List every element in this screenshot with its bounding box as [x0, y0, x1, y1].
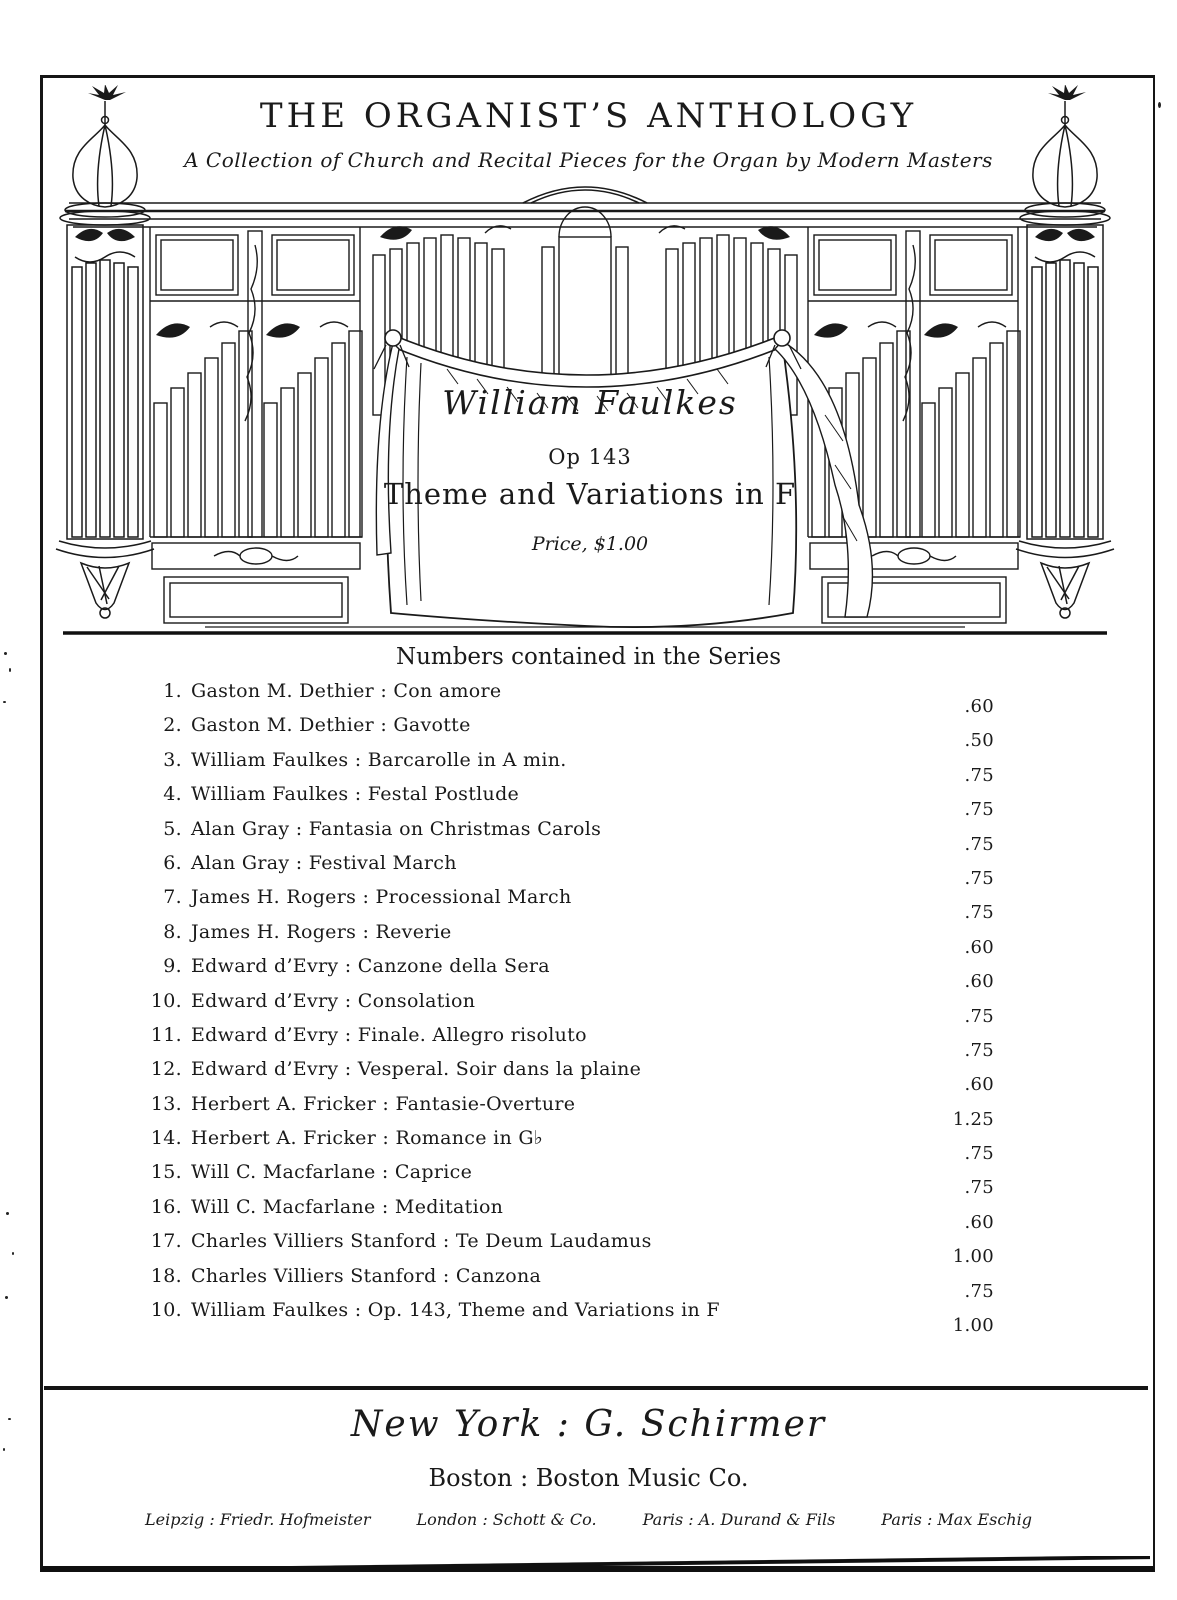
series-item-row [146, 1230, 994, 1268]
series-item-number: 9. [163, 955, 182, 978]
publisher-agent: Paris : Max Eschig [881, 1510, 1032, 1529]
series-item-label: Will C. Macfarlane : Meditation [191, 1195, 504, 1218]
organ-pipe-section-left [150, 227, 362, 623]
series-item-number: 12. [150, 1058, 182, 1081]
organ-tower-right [1016, 85, 1114, 618]
series-item-number: 18. [150, 1264, 182, 1287]
series-item-row [146, 955, 994, 993]
series-item-number: 4. [163, 783, 182, 806]
series-item-price: .60 [964, 696, 994, 717]
series-item-label: William Faulkes : Festal Postlude [191, 783, 520, 806]
series-item-number: 10. [150, 989, 182, 1012]
scan-speck [3, 1448, 5, 1451]
series-item-label: Herbert A. Fricker : Romance in G♭ [191, 1127, 544, 1150]
series-item-row [146, 748, 994, 786]
series-item-number: 3. [163, 748, 182, 771]
series-item-price: .75 [964, 799, 994, 821]
series-item-label: Gaston M. Dethier : Con amore [191, 680, 502, 702]
series-item-label: Alan Gray : Festival March [191, 851, 457, 874]
series-item-row [146, 1058, 994, 1096]
series-heading: Numbers contained in the Series [395, 644, 782, 670]
series-item-label: Alan Gray : Fantasia on Christmas Carols [191, 817, 602, 840]
banner-composer: William Faulkes [442, 383, 738, 422]
series-item-price: 1.00 [952, 1315, 994, 1337]
series-item-number: 14. [150, 1127, 182, 1150]
organ-tower-left [56, 85, 154, 618]
series-item-price: .75 [964, 764, 994, 786]
series-item-label: Edward d’Evry : Consolation [191, 989, 476, 1012]
series-item-row [146, 817, 994, 855]
series-item-row [146, 783, 994, 821]
series-item-label: Will C. Macfarlane : Caprice [191, 1161, 473, 1184]
series-item-row [146, 886, 994, 924]
series-item-number: 11. [150, 1023, 182, 1046]
scan-speck [12, 1252, 14, 1255]
series-item-row [146, 1161, 994, 1199]
series-item-label: James H. Rogers : Processional March [191, 886, 572, 909]
footer-rule [44, 1386, 1148, 1390]
scan-speck [6, 1212, 9, 1215]
scan-speck [1158, 102, 1161, 108]
series-item-label: Charles Villiers Stanford : Canzona [191, 1264, 542, 1287]
series-item-label: William Faulkes : Op. 143, Theme and Variations in F [191, 1299, 720, 1322]
publisher-secondary: Boston : Boston Music Co. [428, 1464, 749, 1492]
series-item-price: 1.25 [952, 1108, 994, 1130]
series-item-price: .75 [964, 1143, 994, 1165]
series-item-price: .50 [964, 730, 994, 752]
banner-opus: Op 143 [548, 445, 632, 469]
series-item-price: .60 [964, 1074, 994, 1096]
scan-speck [9, 668, 11, 672]
publisher-agent: Leipzig : Friedr. Hofmeister [145, 1510, 371, 1529]
publisher-agent: London : Schott & Co. [416, 1510, 597, 1529]
series-item-number: 17. [150, 1230, 182, 1253]
series-item-price: .75 [964, 1039, 994, 1061]
series-item-number: 15. [150, 1161, 182, 1184]
series-item-row [146, 989, 994, 1027]
series-item-row [146, 1195, 994, 1233]
series-item-row [146, 851, 994, 889]
anthology-subtitle: A Collection of Church and Recital Pieces for the Organ by Modern Masters [184, 148, 993, 172]
publisher-agents [0, 1510, 1177, 1529]
series-item-row [146, 1092, 994, 1130]
series-item-row [146, 1023, 994, 1061]
series-item-number: 8. [163, 920, 182, 943]
series-item-label: Charles Villiers Stanford : Te Deum Laudamus [191, 1230, 652, 1253]
series-item-row [146, 680, 994, 717]
anthology-title: THE ORGANIST’S ANTHOLOGY [259, 96, 918, 136]
scan-speck [5, 1296, 8, 1299]
series-item-number: 10. [150, 1299, 182, 1322]
series-item-price: .75 [964, 1280, 994, 1302]
series-item-number: 2. [163, 714, 182, 737]
series-item-number: 6. [163, 851, 182, 874]
series-item-price: .75 [964, 833, 994, 855]
series-list [146, 680, 994, 1337]
publisher-primary: New York : G. Schirmer [350, 1404, 827, 1445]
series-item-number: 5. [163, 817, 182, 840]
series-item-row [146, 1127, 994, 1165]
series-item-label: James H. Rogers : Reverie [191, 920, 452, 943]
series-item-row [146, 1264, 994, 1302]
publisher-agent: Paris : A. Durand & Fils [642, 1510, 836, 1529]
banner-work-title: Theme and Variations in F [383, 477, 797, 511]
series-item-price: .75 [964, 902, 994, 924]
series-item-number: 1. [163, 680, 182, 702]
series-item-label: Edward d’Evry : Finale. Allegro risoluto [191, 1023, 587, 1046]
series-item-label: Edward d’Evry : Vesperal. Soir dans la plaine [191, 1058, 642, 1081]
series-item-price: .60 [964, 936, 994, 958]
series-item-price: .75 [964, 867, 994, 889]
series-item-label: Gaston M. Dethier : Gavotte [191, 714, 471, 737]
scan-speck [4, 652, 7, 655]
series-item-price: .60 [964, 971, 994, 993]
scan-speck [8, 1418, 11, 1420]
series-item-label: William Faulkes : Barcarolle in A min. [191, 748, 567, 771]
series-item-number: 13. [150, 1092, 182, 1115]
page-border-bottom-slant [44, 1556, 1150, 1570]
series-item-price: .75 [964, 1177, 994, 1199]
series-item-row [146, 714, 994, 752]
scan-speck [3, 701, 6, 703]
series-item-number: 7. [163, 886, 182, 909]
series-item-row [146, 1299, 994, 1337]
series-item-price: .60 [964, 1211, 994, 1233]
series-item-number: 16. [150, 1195, 182, 1218]
series-item-price: 1.00 [952, 1246, 994, 1268]
series-item-price: .75 [964, 1005, 994, 1027]
series-item-label: Edward d’Evry : Canzone della Sera [191, 955, 550, 978]
organ-engraving [55, 85, 1115, 645]
banner-price: Price, $1.00 [531, 533, 649, 555]
series-item-row [146, 920, 994, 958]
series-item-label: Herbert A. Fricker : Fantasie-Overture [191, 1092, 576, 1115]
